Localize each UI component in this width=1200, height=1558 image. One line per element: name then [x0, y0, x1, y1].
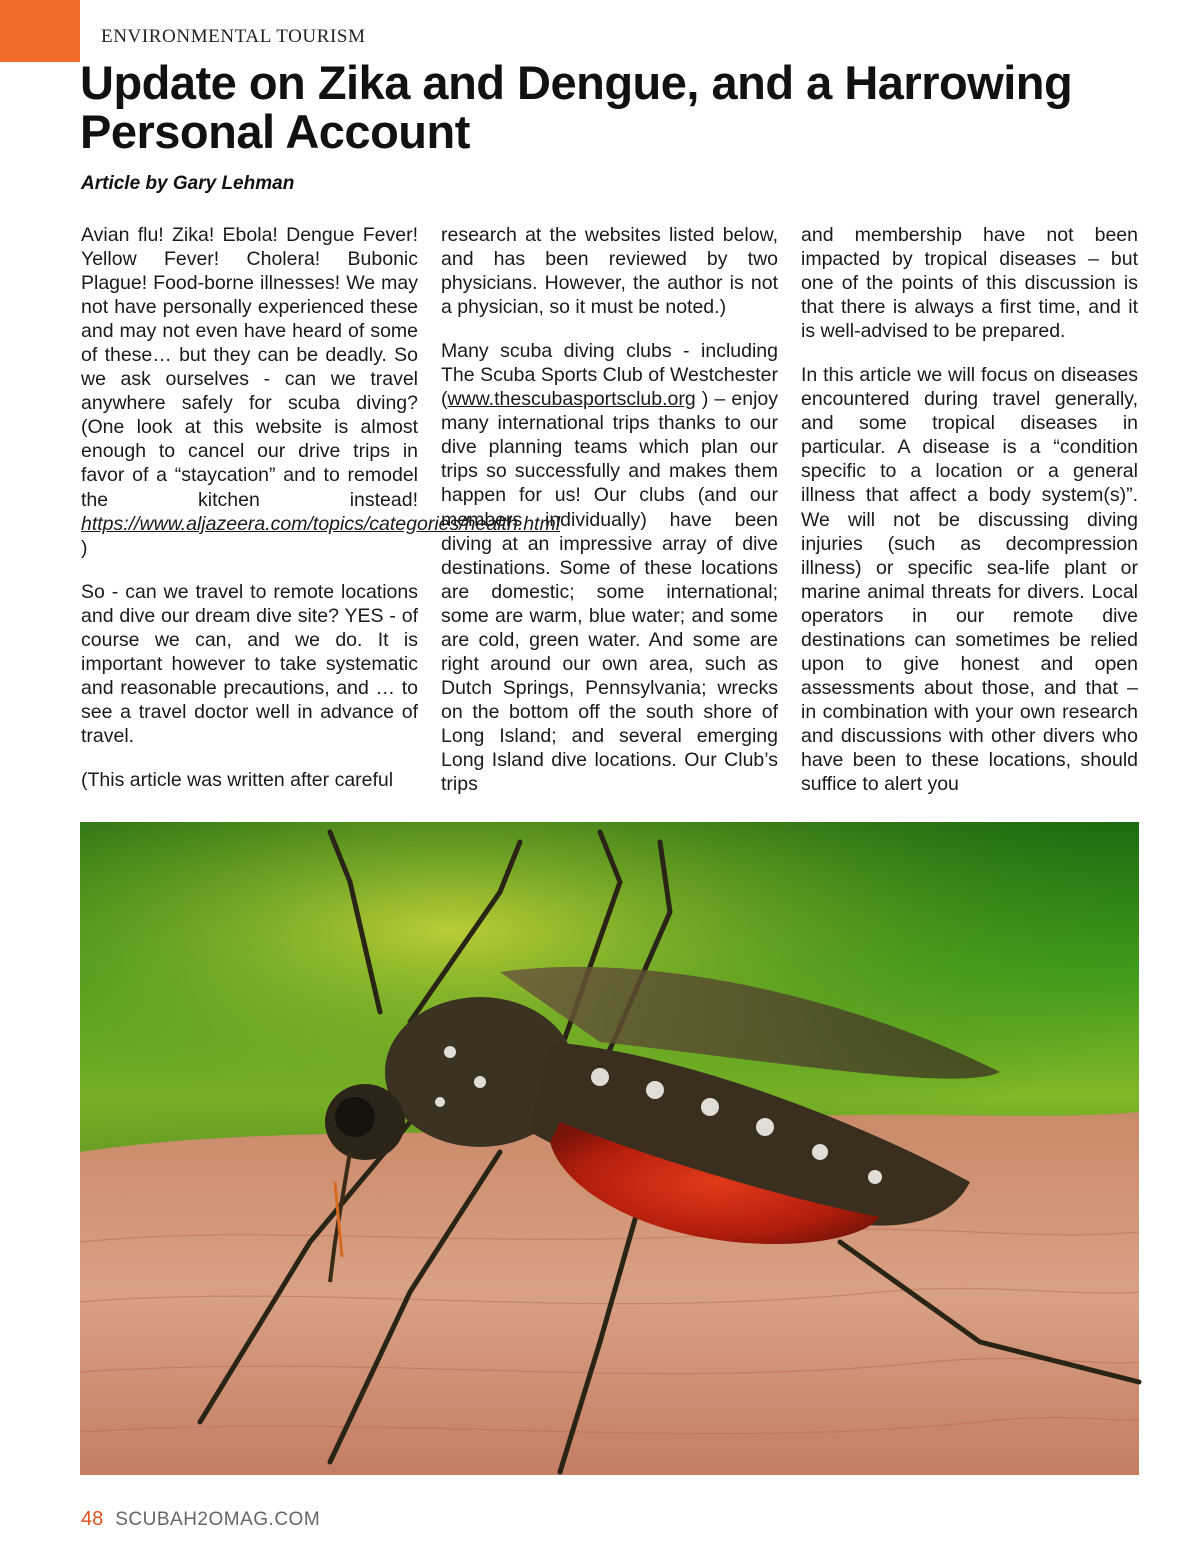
article-column-1	[81, 223, 561, 803]
intro-text-end: )	[81, 536, 88, 559]
column-1-paragraph-1	[81, 223, 561, 560]
column-2-paragraph-2	[441, 339, 778, 796]
article-column-2	[441, 223, 778, 803]
column-1-paragraph-3: (This article was written after careful	[81, 768, 394, 791]
mosquito-illustration	[80, 822, 1139, 1475]
page-footer	[81, 1508, 320, 1531]
aljazeera-health-link[interactable]: https://www.aljazeera.com/topics/categories/health.html	[81, 512, 561, 535]
corner-accent-tab	[0, 0, 80, 62]
intro-text: Avian flu! Zika! Ebola! Dengue Fever! Yellow Fever! Cholera! Bubonic Plague! Food-borne illnesses! We may not have personally experienced these and may not even have heard of some of these… but they can be deadly. So we ask ourselves - can we travel anywhere safely for scuba diving? (One look at this website is almost enough to cancel our drive trips in favor of a “staycation” and to remodel the kitchen instead!	[81, 224, 418, 511]
clubs-text: Many scuba diving clubs - including The Scuba Sports Club of Westchester (	[441, 340, 778, 411]
site-name: SCUBAH2OMAG.COM	[115, 1509, 321, 1530]
section-label: ENVIRONMENTAL TOURISM	[101, 26, 366, 47]
article-title: Update on Zika and Dengue, and a Harrowing Personal Account	[80, 56, 1073, 158]
article-byline: Article by Gary Lehman	[81, 173, 295, 194]
column-3-paragraph-2: In this article we will focus on diseases encountered during travel generally, and some tropical diseases in particular. A disease is a “condition specific to a location or a general illness that affect a body system(s)”. We will not be discussing diving injuries (such as decompression illness) or specific sea-life plant or marine animal threats for divers. Local operators in our remote dive destinations can sometimes be relied upon to give honest and open assessments about those, and that – in combination with your own research and discussions with other divers who have been to these locations, should suffice to alert you	[801, 364, 1138, 796]
column-3-paragraph-1: and membership have not been impacted by tropical diseases – but one of the points of this discussion is that there is always a first time, and it is well-advised to be prepared.	[801, 224, 1138, 343]
mosquito-photo	[80, 822, 1139, 1475]
article-column-3	[801, 223, 1138, 803]
page-number: 48	[81, 1508, 104, 1530]
column-2-paragraph-1: research at the websites listed below, and has been reviewed by two physicians. However, the author is not a physician, so it must be noted.)	[441, 224, 778, 319]
mosquito-eye	[335, 1097, 375, 1137]
column-1-paragraph-2: So - can we travel to remote locations and dive our dream dive site? YES - of course we can, and we do. It is important however to take systematic and reasonable precautions, and … to see a travel doctor well in advance of travel.	[81, 580, 418, 747]
scuba-sports-club-link[interactable]: www.thescubasportsclub.org	[447, 388, 696, 411]
clubs-text-continued: ) – enjoy many international trips thanks to our dive planning teams which plan our trips so successfully and makes them happen for us! Our clubs (and our members individually) have been diving at an impressive array of dive destinations. Some of these locations are domestic; some international; some are warm, blue water; and some are cold, green water. And some are right around our own area, such as Dutch Springs, Pennsylvania; wrecks on the bottom off the south shore of Long Island; and several emerging Long Island dive locations. Our Club’s trips	[441, 388, 778, 796]
